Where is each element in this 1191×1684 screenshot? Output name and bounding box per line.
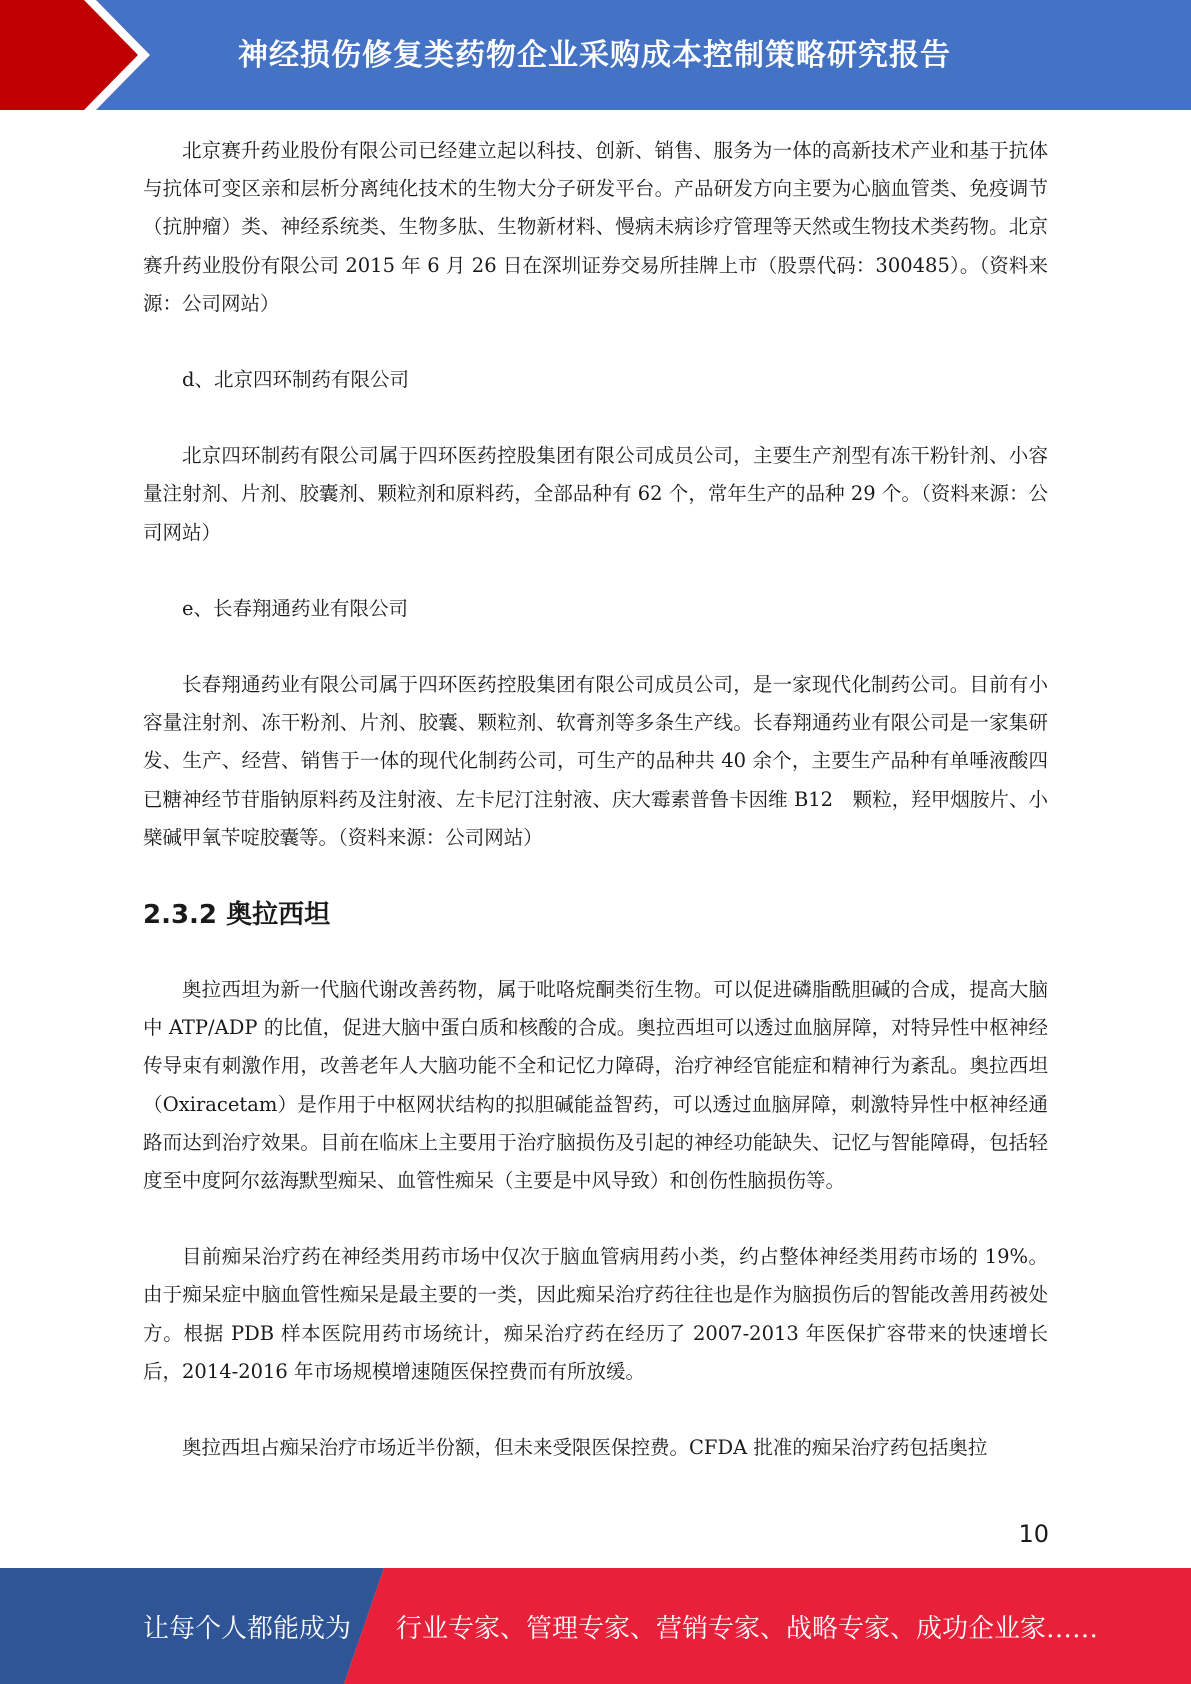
page-footer [0, 1568, 1191, 1684]
page-header [0, 0, 1191, 110]
paragraph-xiangtong: 长春翔通药业有限公司属于四环医药控股集团有限公司成员公司，是一家现代化制药公司。目前有小容量注射剂、冻干粉剂、片剂、胶囊、颗粒剂、软膏剂等多条生产线。长春翔通药业有限公司是一家集研发、生产、经营、销售于一体的现代化制药公司，可生产的品种共 40 余个，主要生产品种有单唾液酸四已糖神经节苷脂钠原料药及注射液、左卡尼汀注射液、庆大霉素普鲁卡因维 B12 颗粒，羟甲烟胺片、小檗碱甲氧苄啶胶囊等。（资料来源：公司网站） [143, 673, 1048, 849]
paragraph-oxiracetam-intro: 奥拉西坦为新一代脑代谢改善药物，属于吡咯烷酮类衍生物。可以促进磷脂酰胆碱的合成，提高大脑中 ATP/ADP 的比值，促进大脑中蛋白质和核酸的合成。奥拉西坦可以透过血脑屏障，对特异性中枢神经传导束有刺激作用，改善老年人大脑功能不全和记忆力障碍，治疗神经官能症和精神行为紊乱。奥拉西坦（Oxiracetam）是作用于中枢网状结构的拟胆碱能益智药，可以透过血脑屏障，刺激特异性中枢神经通路而达到治疗效果。目前在临床上主要用于治疗脑损伤及引起的神经功能缺失、记忆与智能障碍，包括轻度至中度阿尔兹海默型痴呆、血管性痴呆（主要是中风导致）和创伤性脑损伤等。 [143, 978, 1048, 1193]
paragraph-sihuan: 北京四环制药有限公司属于四环医药控股集团有限公司成员公司，主要生产剂型有冻干粉针剂、小容量注射剂、片剂、胶囊剂、颗粒剂和原料药，全部品种有 62 个，常年生产的品种 29 个。（资料来源：公司网站） [143, 444, 1048, 544]
report-title: 神经损伤修复类药物企业采购成本控制策略研究报告 [238, 38, 951, 73]
header-chevron-icon [0, 0, 160, 110]
footer-slogan-right: 行业专家、管理专家、营销专家、战略专家、成功企业家…… [396, 1614, 1099, 1644]
page-body [143, 132, 1048, 1505]
paragraph-saisheng: 北京赛升药业股份有限公司已经建立起以科技、创新、销售、服务为一体的高新技术产业和基于抗体与抗体可变区亲和层析分离纯化技术的生物大分子研发平台。产品研发方向主要为心脑血管类、免疫调节（抗肿瘤）类、神经系统类、生物多肽、生物新材料、慢病未病诊疗管理等天然或生物技术类药物。北京赛升药业股份有限公司 2015 年 6 月 26 日在深圳证券交易所挂牌上市（股票代码：300485）。（资料来源：公司网站） [143, 139, 1048, 315]
company-heading-d: d、北京四环制药有限公司 [182, 368, 409, 392]
page-number: 10 [1018, 1520, 1049, 1548]
footer-slogan-left: 让每个人都能成为 [143, 1614, 352, 1644]
paragraph-dementia-market: 目前痴呆治疗药在神经类用药市场中仅次于脑血管病用药小类，约占整体神经类用药市场的 19%。由于痴呆症中脑血管性痴呆是最主要的一类，因此痴呆治疗药往往也是作为脑损伤后的智能改善用药被处方。根据 PDB 样本医院用药市场统计，痴呆治疗药在经历了 2007-2013 年医保扩容带来的快速增长后，2014-2016 年市场规模增速随医保控费而有所放缓。 [143, 1245, 1048, 1383]
company-heading-e: e、长春翔通药业有限公司 [182, 596, 409, 620]
paragraph-oxiracetam-share: 奥拉西坦占痴呆治疗市场近半份额，但未来受限医保控费。CFDA 批准的痴呆治疗药包括奥拉 [182, 1436, 988, 1460]
section-heading: 2.3.2 奥拉西坦 [143, 900, 331, 931]
